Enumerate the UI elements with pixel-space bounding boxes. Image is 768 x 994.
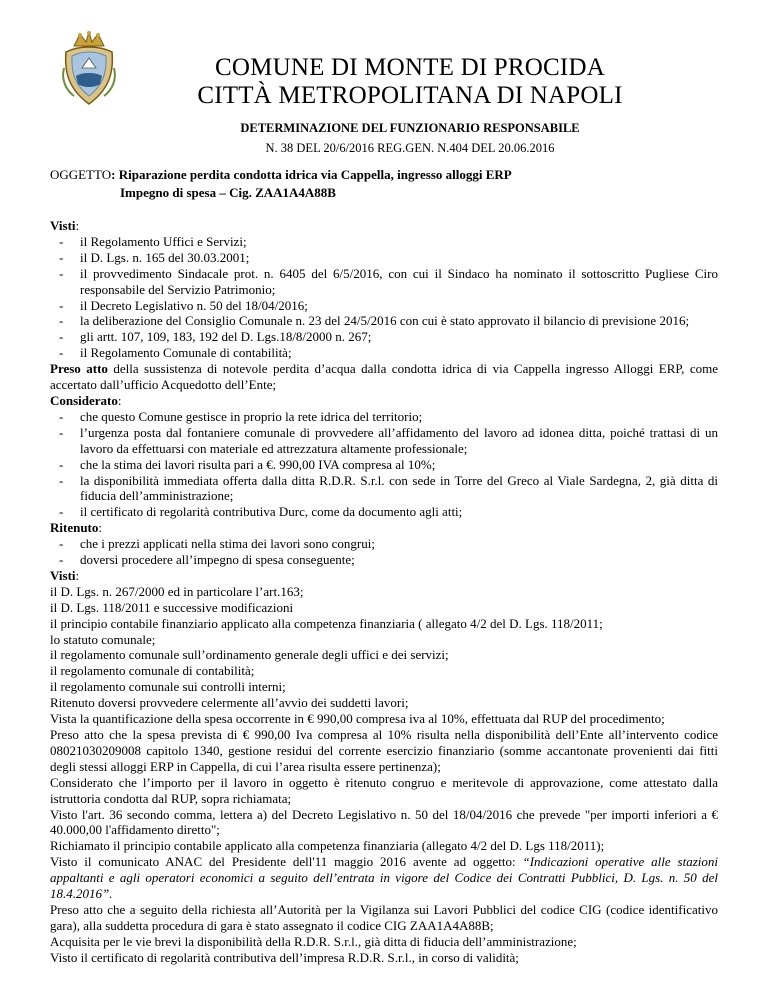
text-line: Vista la quantificazione della spesa occorrente in € 990,00 compresa iva al 10%, effettuata dal RUP del procedimento; bbox=[50, 711, 665, 727]
list-item: - che questo Comune gestisce in proprio la rete idrica del territorio; bbox=[59, 408, 423, 424]
list-item: - la disponibilità immediata offerta dalla ditta R.D.R. S.r.l. con sede in Torre del Greco al Viale Sardegna, 2, già ditta di fiducia dell’amministrazione; bbox=[59, 472, 718, 504]
list-item: - che la stima dei lavori risulta pari a €. 990,00 IVA compresa al 10%; bbox=[59, 456, 436, 472]
list-item: - il certificato di regolarità contributiva Durc, come da documento agli atti; bbox=[59, 504, 463, 520]
subject-line-1: : Riparazione perdita condotta idrica via Cappella, ingresso alloggi ERP bbox=[111, 167, 512, 182]
anac-paragraph: Visto il comunicato ANAC del Presidente dell'11 maggio 2016 avente ad oggetto: “Indicazioni operative alle stazioni appaltanti e agli operatori economici a seguito dell’entrata in vigore del Codice dei Contratti Pubblici, D. Lgs. n. 50 del 18.4.2016”. bbox=[50, 854, 718, 902]
text-line: Visto l'art. 36 secondo comma, lettera a) del Decreto Legislativo n. 50 del 18/04/2016 che prevede "per importi inferiori a € 40.000,00 l'affidamento diretto"; bbox=[50, 806, 718, 838]
page-title-comune: COMUNE DI MONTE DI PROCIDA bbox=[215, 54, 605, 81]
text-line: il regolamento comunale sui controlli interni; bbox=[50, 679, 286, 695]
determination-heading: DETERMINAZIONE DEL FUNZIONARIO RESPONSABILE bbox=[240, 121, 580, 135]
text-line: il principio contabile finanziario applicato alla competenza finanziaria ( allegato 4/2 del D. Lgs. 118/2011; bbox=[50, 615, 603, 631]
list-item: - doversi procedere all’impegno di spesa conseguente; bbox=[59, 552, 355, 568]
page-title-citta: CITTÀ METROPOLITANA DI NAPOLI bbox=[197, 82, 623, 109]
list-item: - il provvedimento Sindacale prot. n. 6405 del 6/5/2016, con cui il Sindaco ha nominato il sottoscritto Pugliese Ciro responsabile del Servizio Patrimonio; bbox=[59, 265, 718, 297]
list-item: - il Regolamento Comunale di contabilità; bbox=[59, 345, 292, 361]
preso-atto-paragraph: Preso atto della sussistenza di notevole perdita d’acqua dalla condotta idrica di via Cappella ingresso Alloggi ERP, come accertato dall’ufficio Acquedotto dell’Ente; bbox=[50, 361, 718, 393]
text-line: Ritenuto doversi provvedere celermente all’avvio dei suddetti lavori; bbox=[50, 695, 409, 711]
ritenuto-heading: Ritenuto bbox=[50, 520, 99, 536]
document-body: Visti: - il Regolamento Uffici e Servizi; - il D. Lgs. n. 165 del 30.03.2001; - il provvedimento Sindacale prot. n. 6405 del 6/5/2016, con cui il Sindaco ha nominato il sottoscritto Pugliese Ciro responsabile del Servizio Patrimonio; - il Decreto Legislativo n. 50 del 18/04/2016; - la deliberazione del Consiglio Comunale n. 23 del 24/5/2016 con cui è stato approvato il bilancio di previsione 2016; - gli artt. 107, 109, 183, 192 del D. Lgs.18/8/2000 n. 267; - il Regolamento Comunale di contabilità; Preso atto della sussistenza di notevole perdita d’acqua dalla condotta idrica di via Cappella ingresso Alloggi ERP, come accertato dall’ufficio Acquedotto dell’Ente; Considerato: - che questo Comune gestisce in proprio la rete idrica del territorio; - l’urgenza posta dal fontaniere comunale di provvedere all’affidamento del lavoro ad idonea ditta, poiché trattasi di un lavoro da effettuarsi con materiale ed attrezzatura altamente professionale; - che la stima dei lavori risulta pari a €. 990,00 IVA compresa al 10%; - la disponibilità immediata offerta dalla ditta R.D.R. S.r.l. con sede in Torre del Greco al Viale Sardegna, 2, già ditta di fiducia dell’amministrazione; - il certificato di regolarità contributiva Durc, come da documento agli atti; Ritenuto: - che i prezzi applicati nella stima dei lavori sono congrui; - doversi procedere all’impegno di spesa conseguente; Visti: il D. Lgs. n. 267/2000 ed in particolare l’art.163; il D. Lgs. 118/2011 e successive modificazioni il principio contabile finanziario applicato alla competenza finanziaria ( allegato 4/2 del D. Lgs. 118/2011; lo statuto comunale; il regolamento comunale sull’ordinamento generale degli uffici e dei servizi; il regolamento comunale di contabilità; il regolamento comunale sui controlli interni; Ritenuto doversi provvedere celermente all’avvio dei suddetti lavori; Vista la quantificazione della spesa occorrente in € 990,00 compresa iva al 10%, effettuata dal RUP del procedimento; Preso atto che la spesa prevista di € 990,00 Iva compresa al 10% risulta nella disponibilità dell’Ente all’intervento codice 08021030209008 capitolo 1340, gestione residui del corrente esercizio finanziario (somme accantonate provenienti dai fitti degli stessi alloggi ERP in Cappella, di cui l’area risulta essere pertinenza); Considerato che l’importo per il lavoro in oggetto è ritenuto congruo e meritevole di approvazione, come attestato dalla istruttoria condotta dal RUP, sopra richiamata; Visto l'art. 36 secondo comma, lettera a) del Decreto Legislativo n. 50 del 18/04/2016 che prevede "per importi inferiori a € 40.000,00 l'affidamento diretto"; Richiamato il principio contabile applicato alla competenza finanziaria (allegato 4/2 del D. Lgs 118/2011); Visto il comunicato ANAC del Presidente dell'11 maggio 2016 avente ad oggetto: “Indicazioni operative alle stazioni appaltanti e agli operatori economici a seguito dell’entrata in vigore del Codice dei Contratti Pubblici, D. Lgs. n. 50 del 18.4.2016”. Preso atto che a seguito della richiesta all’Autorità per la Vigilanza sui Lavori Pubblici del codice CIG (codice identificativo gara), alla suddetta procedura di gara è stato assegnato il codice CIG ZAA1A4A88B; Acquisita per le vie brevi la disponibilità della R.D.R. S.r.l., già ditta di fiducia dell’amministrazione; Visto il certificato di regolarità contributiva dell’impresa R.D.R. S.r.l., in corso di validità; bbox=[50, 218, 718, 965]
list-item: - gli artt. 107, 109, 183, 192 del D. Lgs.18/8/2000 n. 267; bbox=[59, 329, 372, 345]
visti-heading: Visti bbox=[50, 218, 76, 233]
text-line: il regolamento comunale di contabilità; bbox=[50, 663, 255, 679]
list-item: - la deliberazione del Consiglio Comunale n. 23 del 24/5/2016 con cui è stato approvato il bilancio di previsione 2016; bbox=[59, 313, 690, 329]
registration-number: N. 38 DEL 20/6/2016 REG.GEN. N.404 DEL 20.06.2016 bbox=[265, 141, 555, 155]
text-line: il regolamento comunale sull’ordinamento generale degli uffici e dei servizi; bbox=[50, 647, 449, 663]
text-line: Preso atto che a seguito della richiesta all’Autorità per la Vigilanza sui Lavori Pubblici del codice CIG (codice identificativo gara), alla suddetta procedura di gara è stato assegnato il codice CIG ZAA1A4A88B; bbox=[50, 901, 718, 933]
list-item: - che i prezzi applicati nella stima dei lavori sono congrui; bbox=[59, 536, 375, 552]
list-item: - il D. Lgs. n. 165 del 30.03.2001; bbox=[59, 249, 250, 265]
text-line: il D. Lgs. 118/2011 e successive modificazioni bbox=[50, 599, 294, 615]
text-line: lo statuto comunale; bbox=[50, 631, 156, 647]
considerato-heading: Considerato bbox=[50, 392, 118, 408]
text-line: Visto il certificato di regolarità contributiva dell’impresa R.D.R. S.r.l., in corso di validità; bbox=[50, 949, 519, 965]
text-line: Considerato che l’importo per il lavoro in oggetto è ritenuto congruo e meritevole di approvazione, come attestato dalla istruttoria condotta dal RUP, sopra richiamata; bbox=[50, 774, 718, 806]
subject-block bbox=[50, 166, 512, 202]
text-line: Preso atto che la spesa prevista di € 990,00 Iva compresa al 10% risulta nella disponibilità dell’Ente all’intervento codice 08021030209008 capitolo 1340, gestione residui del corrente esercizio finanziario (somme accantonate provenienti dai fitti degli stessi alloggi ERP in Cappella, di cui l’area risulta essere pertinenza); bbox=[50, 727, 718, 774]
municipal-crest-icon bbox=[60, 28, 118, 108]
subject-label: OGGETTO bbox=[50, 167, 112, 182]
visti-heading-2: Visti bbox=[50, 567, 76, 583]
subject-line-2: Impegno di spesa – Cig. ZAA1A4A88B bbox=[120, 185, 336, 200]
text-line: Acquisita per le vie brevi la disponibilità della R.D.R. S.r.l., già ditta di fiducia dell’amministrazione; bbox=[50, 933, 577, 949]
list-item: - l’urgenza posta dal fontaniere comunale di provvedere all’affidamento del lavoro ad idonea ditta, poiché trattasi di un lavoro da effettuarsi con materiale ed attrezzatura altamente professionale; bbox=[59, 424, 718, 456]
list-item: - il Decreto Legislativo n. 50 del 18/04/2016; bbox=[59, 297, 308, 313]
list-item: - il Regolamento Uffici e Servizi; bbox=[59, 233, 247, 249]
text-line: Richiamato il principio contabile applicato alla competenza finanziaria (allegato 4/2 del D. Lgs 118/2011); bbox=[50, 838, 605, 854]
text-line: il D. Lgs. n. 267/2000 ed in particolare l’art.163; bbox=[50, 583, 304, 599]
